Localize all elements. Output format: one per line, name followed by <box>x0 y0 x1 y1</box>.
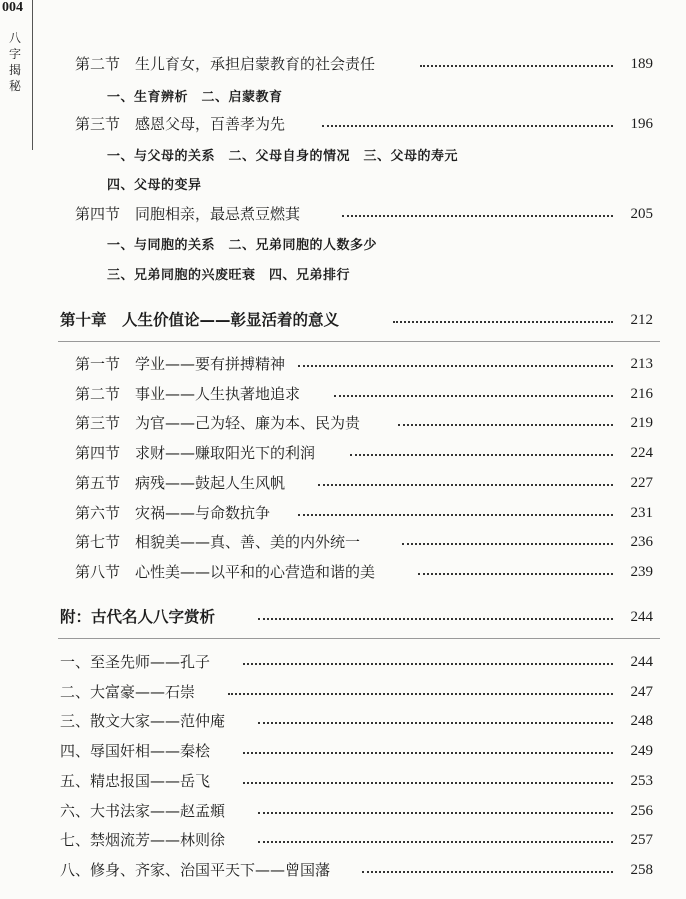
toc-entry-page: 257 <box>630 832 653 848</box>
book-title-char: 八 <box>8 31 21 45</box>
toc-entry-title: 第三节 为官——己为轻、廉为本、民为贵 <box>75 414 361 432</box>
toc-entry-item[interactable] <box>0 828 686 852</box>
toc-entry-page: 239 <box>630 564 653 580</box>
toc-leader-dots <box>258 841 613 843</box>
toc-leader-dots <box>420 65 613 67</box>
toc-entry-page: 212 <box>630 312 653 328</box>
toc-subentry <box>0 234 686 258</box>
toc-entry-title: 五、精忠报国——岳飞 <box>60 772 211 790</box>
toc-entry-title: 六、大书法家——赵孟頫 <box>60 802 226 820</box>
toc-entry-title: 第一节 学业——要有拼搏精神 <box>75 355 286 373</box>
toc-entry-page: 244 <box>630 654 653 670</box>
toc-entry-page: 231 <box>630 505 653 521</box>
toc-entry-chapter[interactable] <box>0 308 686 332</box>
toc-leader-dots <box>350 454 613 456</box>
toc-entry-page: 224 <box>630 445 653 461</box>
toc-entry-item[interactable] <box>0 769 686 793</box>
toc-entry-title: 八、修身、齐家、治国平天下——曾国藩 <box>60 861 331 879</box>
book-title-char: 字 <box>8 47 21 61</box>
toc-subentry-text: 一、与同胞的关系 二、兄弟同胞的人数多少 <box>107 238 378 253</box>
toc-entry-page: 236 <box>630 534 653 550</box>
section-divider <box>58 341 660 342</box>
toc-entry-page: 216 <box>630 386 653 402</box>
toc-entry-section[interactable] <box>0 411 686 435</box>
toc-leader-dots <box>334 395 613 397</box>
toc-entry-title: 二、大富豪——石崇 <box>60 683 196 701</box>
toc-leader-dots <box>243 663 613 665</box>
toc-entry-section[interactable] <box>0 530 686 554</box>
toc-entry-item[interactable] <box>0 709 686 733</box>
toc-leader-dots <box>402 543 613 545</box>
section-divider <box>58 638 660 639</box>
toc-entry-appendix[interactable] <box>0 605 686 629</box>
toc-leader-dots <box>398 424 613 426</box>
toc-entry-page: 248 <box>630 713 653 729</box>
toc-leader-dots <box>342 215 613 217</box>
toc-entry-section[interactable] <box>0 52 686 76</box>
page-number: 004 <box>2 0 23 15</box>
toc-entry-page: 219 <box>630 415 653 431</box>
toc-entry-title: 第七节 相貌美——真、善、美的内外统一 <box>75 533 361 551</box>
toc-entry-title: 第五节 病残——鼓起人生风帆 <box>75 474 286 492</box>
toc-leader-dots <box>298 514 613 516</box>
toc-subentry-text: 一、生育辨析 二、启蒙教育 <box>107 90 283 105</box>
book-title-char: 揭 <box>8 63 21 77</box>
toc-entry-section[interactable] <box>0 202 686 226</box>
toc-entry-title: 一、至圣先师——孔子 <box>60 653 211 671</box>
toc-subentry-text: 四、父母的变异 <box>107 178 202 193</box>
toc-leader-dots <box>243 752 613 754</box>
toc-entry-title: 第八节 心性美——以平和的心营造和谐的美 <box>75 563 376 581</box>
toc-entry-title: 第三节 感恩父母，百善孝为先 <box>75 115 286 133</box>
toc-entry-section[interactable] <box>0 382 686 406</box>
toc-entry-page: 244 <box>630 609 653 625</box>
toc-entry-section[interactable] <box>0 441 686 465</box>
toc-entry-page: 247 <box>630 684 653 700</box>
toc-entry-item[interactable] <box>0 799 686 823</box>
toc-subentry-text: 三、兄弟同胞的兴废旺衰 四、兄弟排行 <box>107 268 351 283</box>
toc-entry-title: 第六节 灾祸——与命数抗争 <box>75 504 271 522</box>
toc-entry-section[interactable] <box>0 352 686 376</box>
toc-entry-page: 249 <box>630 743 653 759</box>
toc-entry-page: 253 <box>630 773 653 789</box>
toc-entry-item[interactable] <box>0 858 686 882</box>
toc-entry-title: 三、散文大家——范仲庵 <box>60 712 226 730</box>
toc-leader-dots <box>298 365 613 367</box>
toc-entry-title: 四、辱国奸相——秦桧 <box>60 742 211 760</box>
toc-subentry <box>0 145 686 169</box>
toc-entry-item[interactable] <box>0 680 686 704</box>
toc-leader-dots <box>258 812 613 814</box>
toc-entry-section[interactable] <box>0 560 686 584</box>
toc-leader-dots <box>318 484 613 486</box>
toc-leader-dots <box>258 722 613 724</box>
toc-subentry <box>0 86 686 110</box>
toc-leader-dots <box>362 871 613 873</box>
toc-entry-page: 196 <box>630 116 653 132</box>
toc-entry-page: 213 <box>630 356 653 372</box>
toc-leader-dots <box>393 321 613 323</box>
toc-entry-title: 七、禁烟流芳——林则徐 <box>60 831 226 849</box>
toc-entry-page: 189 <box>630 56 653 72</box>
toc-entry-section[interactable] <box>0 471 686 495</box>
toc-leader-dots <box>418 573 613 575</box>
toc-leader-dots <box>322 125 613 127</box>
toc-subentry <box>0 174 686 198</box>
toc-entry-title: 第四节 求财——赚取阳光下的利润 <box>75 444 316 462</box>
toc-chapter-title: 第十章 人生价值论——彰显活着的意义 <box>60 311 340 329</box>
toc-subentry-text: 一、与父母的关系 二、父母自身的情况 三、父母的寿元 <box>107 149 459 164</box>
toc-entry-title: 第二节 生儿育女，承担启蒙教育的社会责任 <box>75 55 376 73</box>
toc-entry-section[interactable] <box>0 501 686 525</box>
toc-leader-dots <box>258 618 613 620</box>
toc-entry-title: 第二节 事业——人生执著地追求 <box>75 385 301 403</box>
toc-entry-page: 227 <box>630 475 653 491</box>
toc-leader-dots <box>243 782 613 784</box>
toc-entry-page: 258 <box>630 862 653 878</box>
toc-leader-dots <box>228 693 613 695</box>
toc-entry-title: 第四节 同胞相亲，最忌煮豆燃萁 <box>75 205 301 223</box>
book-title-char: 秘 <box>8 79 21 93</box>
toc-chapter-title: 附：古代名人八字赏析 <box>60 608 216 626</box>
toc-entry-item[interactable] <box>0 739 686 763</box>
toc-entry-page: 256 <box>630 803 653 819</box>
toc-entry-section[interactable] <box>0 112 686 136</box>
toc-entry-page: 205 <box>630 206 653 222</box>
toc-entry-item[interactable] <box>0 650 686 674</box>
toc-subentry <box>0 264 686 288</box>
